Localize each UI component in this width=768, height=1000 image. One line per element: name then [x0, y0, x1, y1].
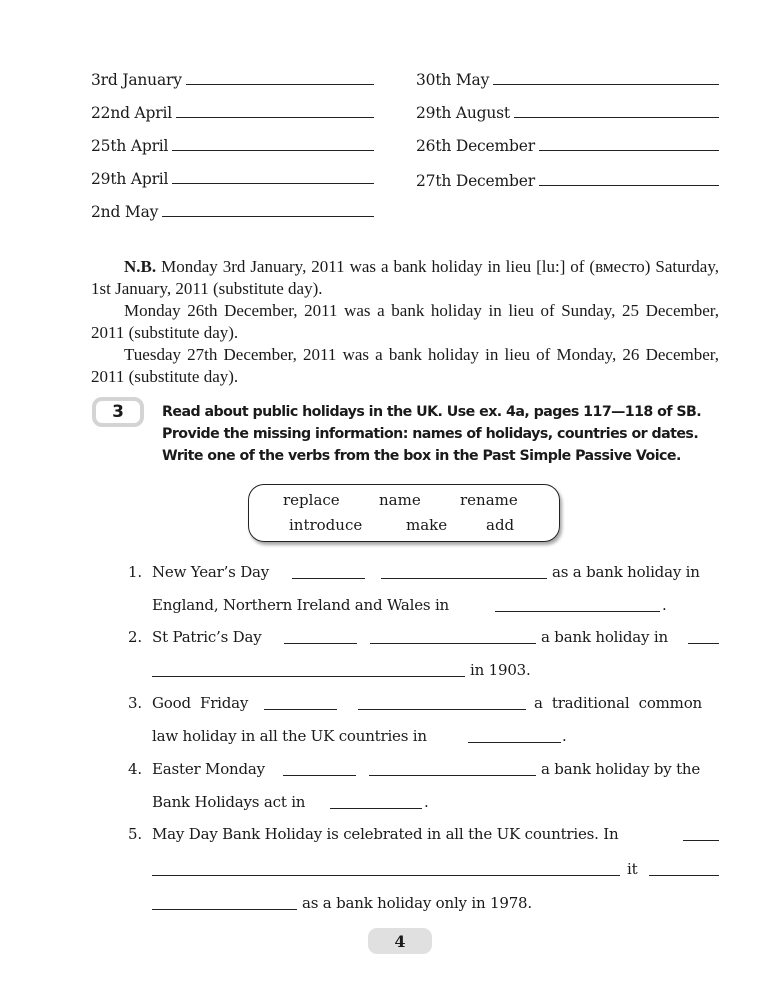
date-label: 29th April [91, 170, 169, 188]
answer-blank[interactable] [152, 909, 297, 910]
instruction-line: Provide the missing information: names of holidays, countries or dates. [162, 426, 699, 442]
date-row [416, 103, 719, 122]
nb-label: N.B. [124, 257, 157, 276]
answer-line[interactable] [493, 70, 719, 85]
date-row [91, 70, 374, 89]
item-text: England, Northern Ireland and Wales in [152, 596, 450, 614]
date-label: 27th December [416, 172, 535, 190]
word-box-item: add [486, 516, 515, 534]
item-text: Bank Holidays act in [152, 793, 306, 811]
date-label: 30th May [416, 71, 490, 89]
answer-line[interactable] [176, 103, 374, 118]
item-text: law holiday in all the UK countries in [152, 727, 427, 745]
answer-blank[interactable] [292, 578, 365, 579]
answer-blank[interactable] [152, 875, 620, 876]
answer-blank[interactable] [283, 775, 356, 776]
exercise-number: 3 [112, 402, 124, 422]
item-text: a bank holiday by the [541, 760, 701, 778]
answer-line[interactable] [162, 202, 374, 217]
date-row [91, 202, 374, 221]
instruction-line: Read about public holidays in the UK. Use ex. 4a, pages 117—118 of SB. [162, 404, 702, 420]
answer-blank[interactable] [152, 676, 465, 677]
item-text: in 1903. [470, 661, 531, 679]
date-label: 26th December [416, 137, 535, 155]
answer-line[interactable] [186, 70, 374, 85]
date-label: 2nd May [91, 203, 159, 221]
item-text: St Patric’s Day [152, 628, 262, 646]
item-text: May Day Bank Holiday is celebrated in all the UK countries. In [152, 825, 619, 843]
item-text: . [424, 793, 429, 811]
answer-blank[interactable] [284, 643, 357, 644]
answer-blank[interactable] [369, 775, 536, 776]
instruction-line: Write one of the verbs from the box in the Past Simple Passive Voice. [162, 448, 681, 464]
nb-text: Monday 3rd January, 2011 was a bank holiday in lieu [lu:] of (вместо) Saturday, 1st January, 2011 (substitute day). [91, 257, 719, 298]
item-text: Easter Monday [152, 760, 265, 778]
item-text: . [662, 596, 667, 614]
item-text: . [562, 727, 567, 745]
item-text: New Year’s Day [152, 563, 270, 581]
word-box-item: replace [283, 491, 340, 509]
item-number: 4. [128, 760, 142, 778]
item-number: 3. [128, 694, 142, 712]
word-box-item: make [406, 516, 448, 534]
item-text: a bank holiday in [541, 628, 668, 646]
answer-blank[interactable] [495, 611, 660, 612]
date-label: 3rd January [91, 71, 182, 89]
date-label: 25th April [91, 137, 169, 155]
date-row [416, 171, 719, 190]
item-text: a traditional common [534, 694, 702, 712]
word-box-item: name [379, 491, 421, 509]
exercise-instruction [162, 401, 732, 467]
answer-line[interactable] [539, 136, 719, 151]
item-number: 2. [128, 628, 142, 646]
date-row [91, 136, 374, 155]
word-box [248, 484, 560, 542]
nb-paragraph: Tuesday 27th December, 2011 was a bank holiday in lieu of Monday, 26 December, 2011 (substitute day). [91, 345, 719, 386]
date-label: 22nd April [91, 104, 172, 122]
item-number: 5. [128, 825, 142, 843]
item-number: 1. [128, 563, 142, 581]
page-number: 4 [394, 931, 406, 951]
word-box-item: rename [460, 491, 518, 509]
date-row [416, 70, 719, 89]
date-row [91, 103, 374, 122]
answer-blank[interactable] [381, 578, 547, 579]
answer-line[interactable] [172, 136, 374, 151]
answer-line[interactable] [514, 103, 719, 118]
answer-blank[interactable] [649, 875, 719, 876]
answer-blank[interactable] [683, 840, 719, 841]
answer-blank[interactable] [468, 742, 561, 743]
item-text: as a bank holiday in [552, 563, 700, 581]
answer-line[interactable] [539, 171, 719, 186]
nb-paragraph: Monday 26th December, 2011 was a bank holiday in lieu of Sunday, 25 December, 2011 (substitute day). [91, 301, 719, 342]
date-label: 29th August [416, 104, 510, 122]
word-box-item: introduce [289, 516, 363, 534]
date-row [91, 169, 374, 188]
item-text: it [627, 860, 638, 878]
nb-note [91, 256, 719, 388]
item-text: Good Friday [152, 694, 249, 712]
page-number-badge [368, 928, 432, 954]
answer-blank[interactable] [264, 709, 337, 710]
exercise-number-badge [92, 397, 144, 427]
date-row [416, 136, 719, 155]
answer-blank[interactable] [330, 808, 422, 809]
nb-paragraph [91, 256, 719, 300]
answer-blank[interactable] [370, 643, 536, 644]
answer-blank[interactable] [358, 709, 526, 710]
answer-blank[interactable] [688, 643, 719, 644]
answer-line[interactable] [172, 169, 374, 184]
item-text: as a bank holiday only in 1978. [302, 894, 532, 912]
